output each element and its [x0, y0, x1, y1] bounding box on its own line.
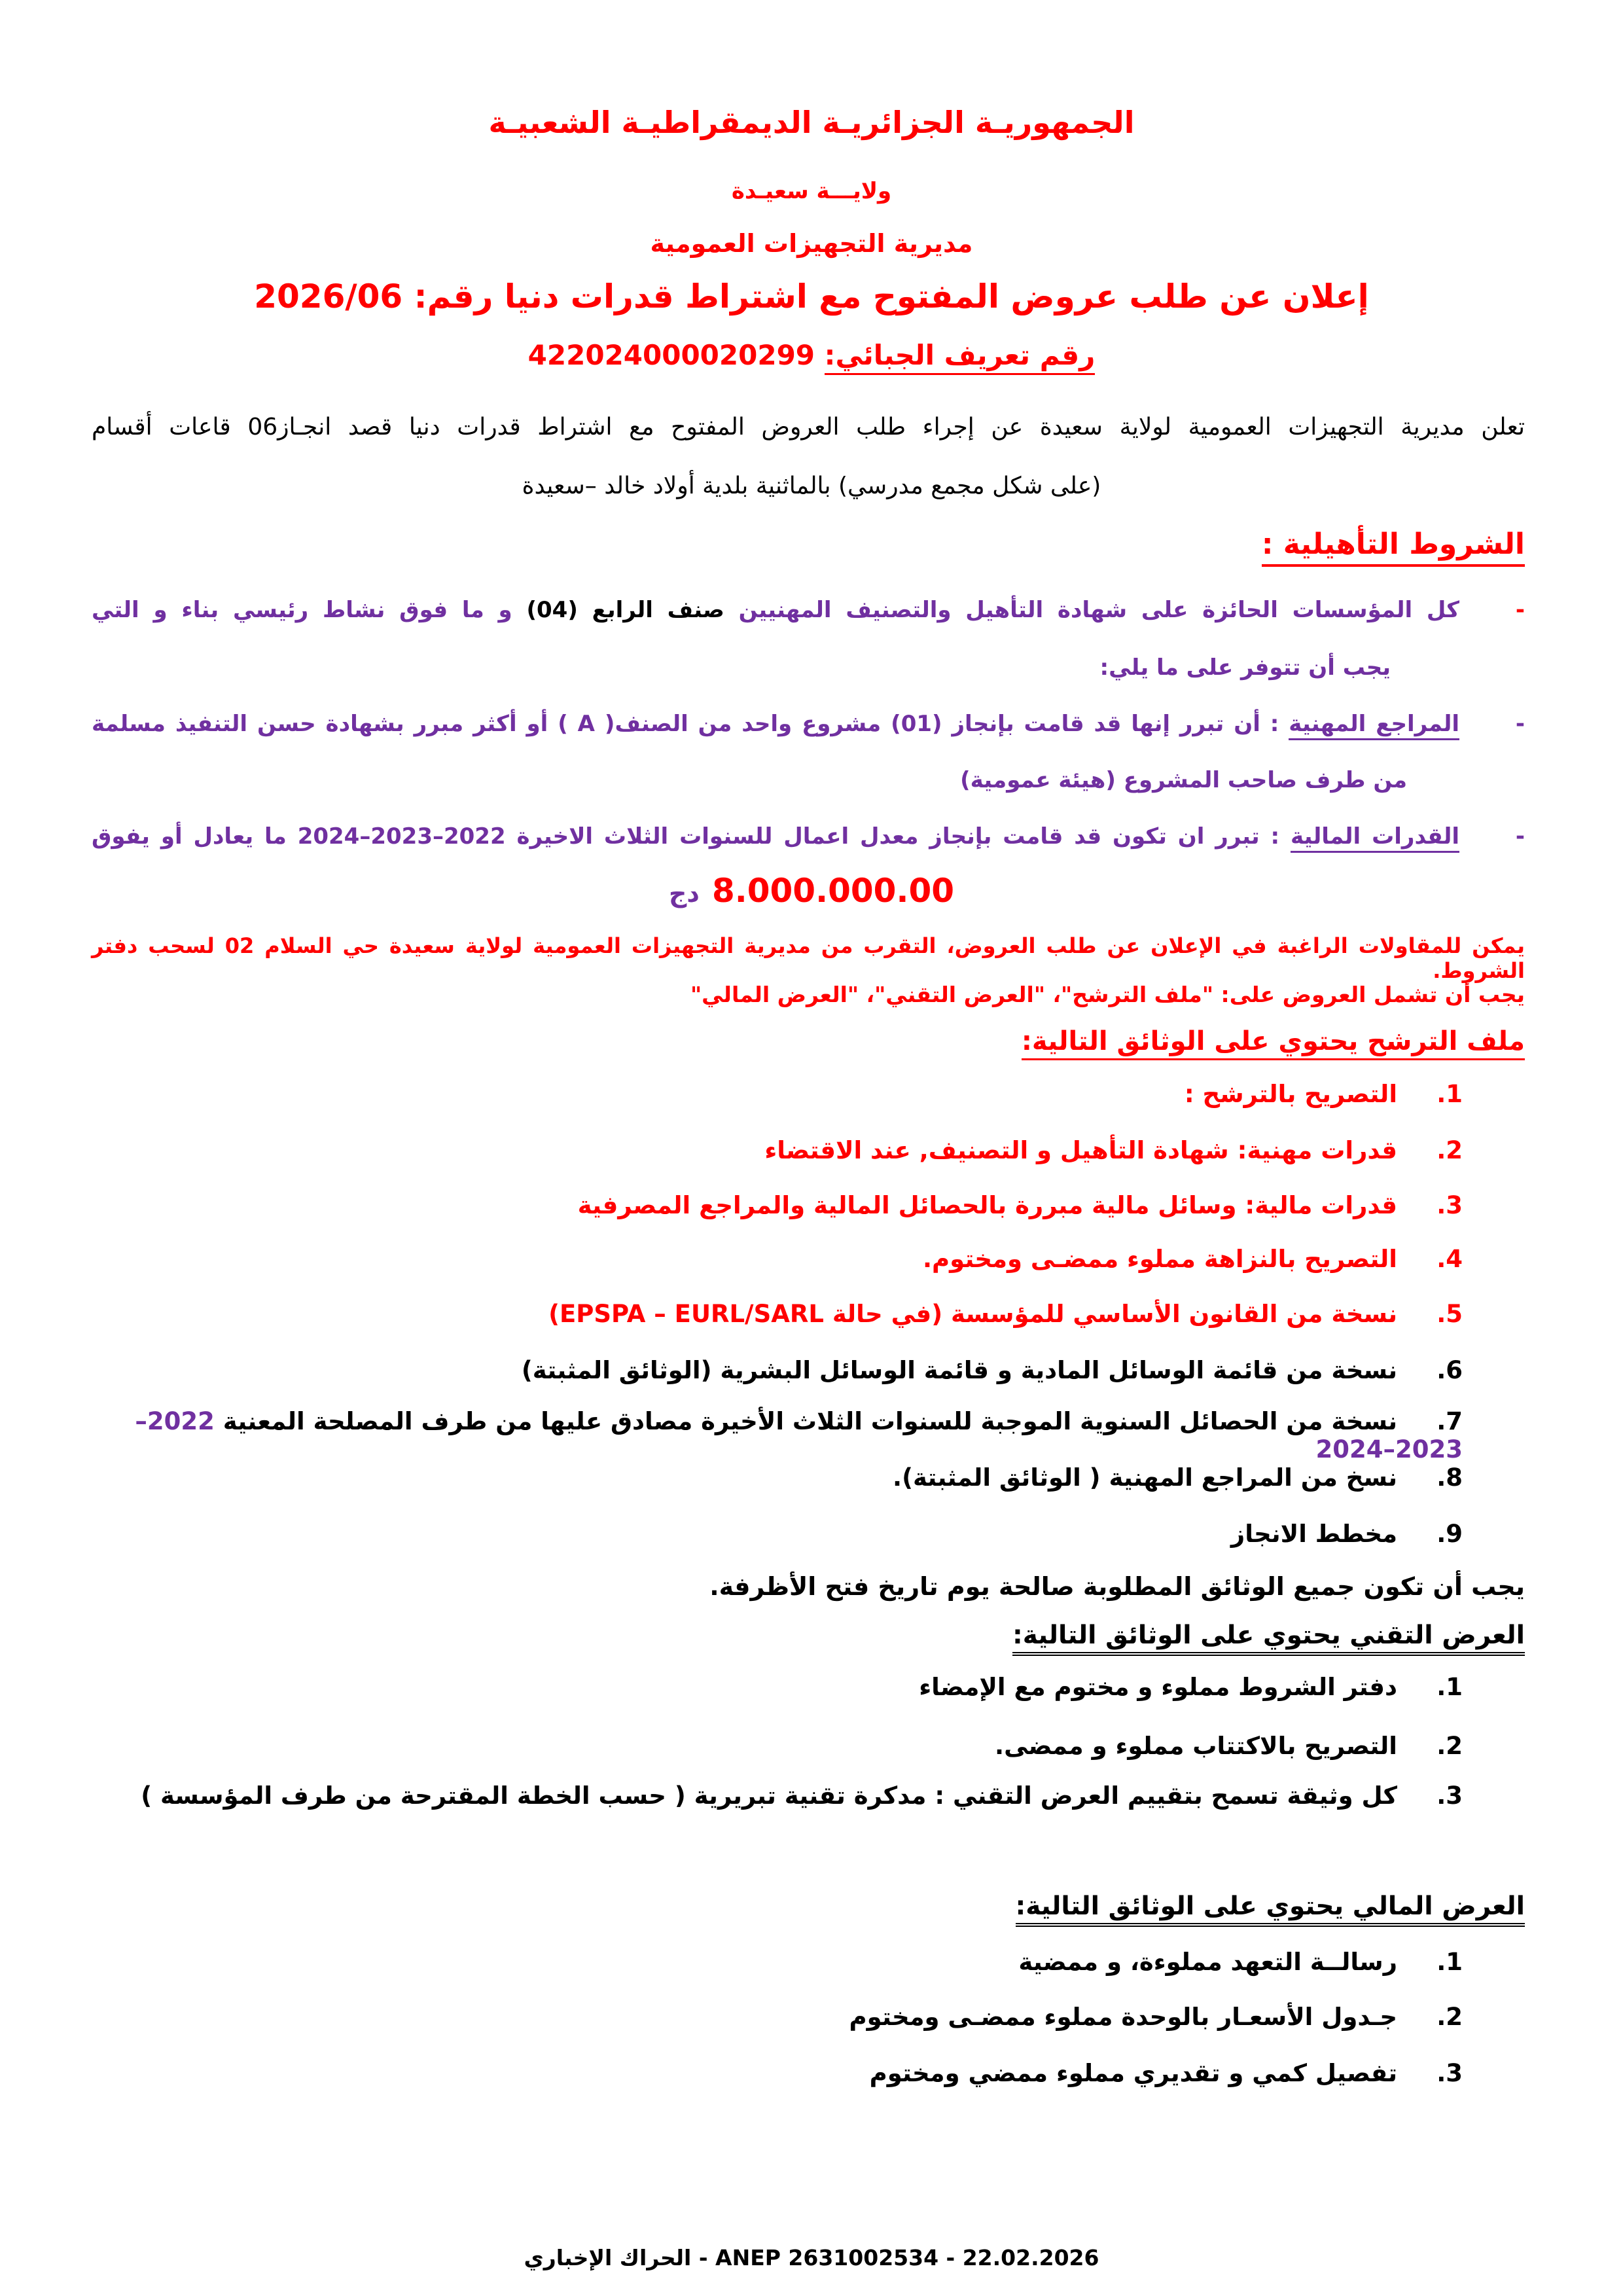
financial-item-1: [98, 1948, 1463, 1976]
wilaya-name: ولايـــة سعيـدة: [731, 178, 892, 204]
financial-offer-heading-text: العرض المالي يحتوي على الوثائق التالية:: [1016, 1892, 1525, 1927]
item-number: 6.: [1436, 1356, 1463, 1384]
currency-label: دج: [668, 879, 700, 908]
item-text: التصريح بالترشح :: [1184, 1080, 1397, 1108]
bullet-dash: -: [1515, 597, 1525, 623]
footer-anep-reference: ANEP 2631002534 - 22.02.2026: [715, 2245, 1099, 2270]
item-text: كل وثيقة تسمح بتقييم العرض التقني : مدكرة تقنية تبريرية ( حسب الخطة المقترحة من طرف المؤسسة ): [141, 1782, 1397, 1810]
item-number: 3.: [1436, 1782, 1463, 1810]
bullet-1-emphasis: صنف الرابع (04): [526, 597, 724, 623]
item-text: نسخة من القانون الأساسي للمؤسسة (في حالة EPSPA – EURL/SARL): [548, 1300, 1397, 1328]
item-number: 1.: [1436, 1080, 1463, 1108]
item-number: 8.: [1436, 1463, 1463, 1492]
item-years: 2022–2023–2024: [135, 1407, 1463, 1463]
qualification-bullet-1: [92, 597, 1525, 623]
intro-line-2: (على شكل مجمع مدرسي) بالماثنية بلدية أولاد خالد –سعيدة: [522, 473, 1101, 499]
item-number: 3.: [1436, 2059, 1463, 2087]
item-number: 5.: [1436, 1300, 1463, 1328]
footer-separator: -: [691, 2245, 716, 2270]
item-text: قدرات مهنية: شهادة التأهيل و التصنيف, عند الاقتضاء: [764, 1136, 1397, 1164]
candidacy-item-1: [98, 1080, 1463, 1108]
candidacy-item-9: [98, 1520, 1463, 1548]
item-text: نسخ من المراجع المهنية ( الوثائق المثبتة).: [893, 1463, 1397, 1492]
bullet-3-text: : تبرر ان تكون قد قامت بإنجاز معدل اعمال للسنوات الثلاث الاخيرة 2022–2023–2024 ما يعادل أو يفوق: [92, 823, 1291, 850]
item-number: 7.: [1436, 1407, 1463, 1435]
candidacy-item-4: [98, 1245, 1463, 1273]
item-text: جـدول الأسعـار بالوحدة مملوء ممضـى ومختوم: [849, 2003, 1397, 2031]
technical-offer-heading: [98, 1621, 1525, 1650]
validity-note: يجب أن تكون جميع الوثائق المطلوبة صالحة يوم تاريخ فتح الأظرفة.: [709, 1572, 1525, 1601]
bullet-3-label: القدرات المالية: [1291, 823, 1459, 853]
item-text: تفصيل كمي و تقديري مملوء ممضي ومختوم: [869, 2059, 1397, 2087]
item-text: نسخة من قائمة الوسائل المادية و قائمة الوسائل البشرية (الوثائق المثبتة): [521, 1356, 1397, 1384]
item-text: نسخة من الحصائل السنوية الموجبة للسنوات الثلاث الأخيرة مصادق عليها من طرف المصلحة المعنية: [214, 1407, 1397, 1435]
republic-title: الجمهوريـة الجزائريـة الديمقراطيـة الشعبيـة: [488, 105, 1135, 140]
item-text: التصريح بالنزاهة مملوء ممضـى ومختوم.: [922, 1245, 1397, 1273]
bullet-1-text-pre: كل المؤسسات الحائزة على شهادة التأهيل والتصنيف المهنيين: [724, 597, 1460, 623]
item-text: قدرات مالية: وسائل مالية مبررة بالحصائل المالية والمراجع المصرفية: [577, 1191, 1397, 1219]
financial-offer-heading: [98, 1892, 1525, 1921]
tax-id-label: رقم تعريف الجبائي:: [825, 339, 1096, 375]
tax-id-line: [98, 339, 1525, 371]
item-number: 2.: [1436, 1732, 1463, 1760]
bullet-3-amount-line: [98, 872, 1525, 910]
candidacy-file-heading-text: ملف الترشح يحتوي على الوثائق التالية:: [1022, 1026, 1525, 1060]
qualification-heading-text: الشروط التأهيلية :: [1262, 528, 1525, 567]
candidacy-item-7: [98, 1407, 1463, 1463]
bullet-1-text-post: و ما فوق نشاط رئيسي بناء و التي: [92, 597, 527, 623]
item-text: دفتر الشروط مملوء و مختوم مع الإمضاء: [919, 1673, 1397, 1701]
item-number: 1.: [1436, 1673, 1463, 1701]
item-number: 9.: [1436, 1520, 1463, 1548]
intro-line-1: تعلن مديرية التجهيزات العمومية لولاية سعيدة عن إجراء طلب العروض المفتوح مع اشتراط قدرات دنيا قصد انجـاز06 قاعات أقسام: [92, 414, 1525, 440]
footer-anep-line: [98, 2245, 1525, 2270]
item-number: 1.: [1436, 1948, 1463, 1976]
bullet-2-line-2: من طرف صاحب المشروع (هيئة عمومية): [960, 767, 1407, 793]
item-number: 3.: [1436, 1191, 1463, 1219]
item-number: 4.: [1436, 1245, 1463, 1273]
item-number: 2.: [1436, 2003, 1463, 2031]
footer-agency-name: الحراك الإخباري: [524, 2245, 692, 2270]
bullet-2-text: : أن تبرر إنها قد قامت بإنجاز (01) مشروع واحد من الصنف( A ) أو أكثر مبرر بشهادة حسن التنفيذ مسلمة: [92, 711, 1289, 737]
item-text: التصريح بالاكتتاب مملوء و ممضى.: [995, 1732, 1397, 1760]
qualification-bullet-3: [92, 823, 1525, 850]
financial-item-3: [98, 2059, 1463, 2087]
candidacy-item-6: [98, 1356, 1463, 1384]
candidacy-item-5: [98, 1300, 1463, 1328]
withdrawal-note: يمكن للمقاولات الراغبة في الإعلان عن طلب العروض، التقرب من مديرية التجهيزات العمومية لولاية سعيدة حي السلام 02 لسحب دفتر الشروط.: [92, 933, 1525, 983]
financial-item-2: [98, 2003, 1463, 2031]
directorate-name: مديرية التجهيزات العمومية: [650, 229, 973, 258]
candidacy-item-2: [98, 1136, 1463, 1164]
item-number: 2.: [1436, 1136, 1463, 1164]
candidacy-item-3: [98, 1191, 1463, 1219]
candidacy-file-heading: [98, 1026, 1525, 1056]
qualification-bullet-2: [92, 711, 1525, 737]
bullet-2-label: المراجع المهنية: [1289, 711, 1459, 740]
bullet-1-line-2: يجب أن تتوفر على ما يلي:: [1099, 655, 1391, 681]
technical-item-1: [98, 1673, 1463, 1701]
technical-item-2: [98, 1732, 1463, 1760]
candidacy-item-8: [98, 1463, 1463, 1492]
qualification-heading: [98, 528, 1525, 561]
offers-content-note: يجب أن تشمل العروض على: "ملف الترشح"، "العرض التقني"، "العرض المالي": [690, 982, 1525, 1007]
announcement-title: إعلان عن طلب عروض المفتوح مع اشتراط قدرات دنيا رقم: 2026/06: [254, 278, 1369, 315]
item-text: رسالــة التعهد مملوءة، و ممضية: [1018, 1948, 1397, 1976]
bullet-dash: -: [1515, 823, 1525, 850]
bullet-dash: -: [1515, 711, 1525, 737]
technical-item-3: [98, 1782, 1463, 1810]
technical-offer-heading-text: العرض التقني يحتوي على الوثائق التالية:: [1012, 1621, 1525, 1656]
minimum-amount: 8.000.000.00: [711, 872, 955, 910]
item-text: مخطط الانجاز: [1230, 1520, 1397, 1548]
tax-id-number: 422024000020299: [527, 339, 815, 371]
